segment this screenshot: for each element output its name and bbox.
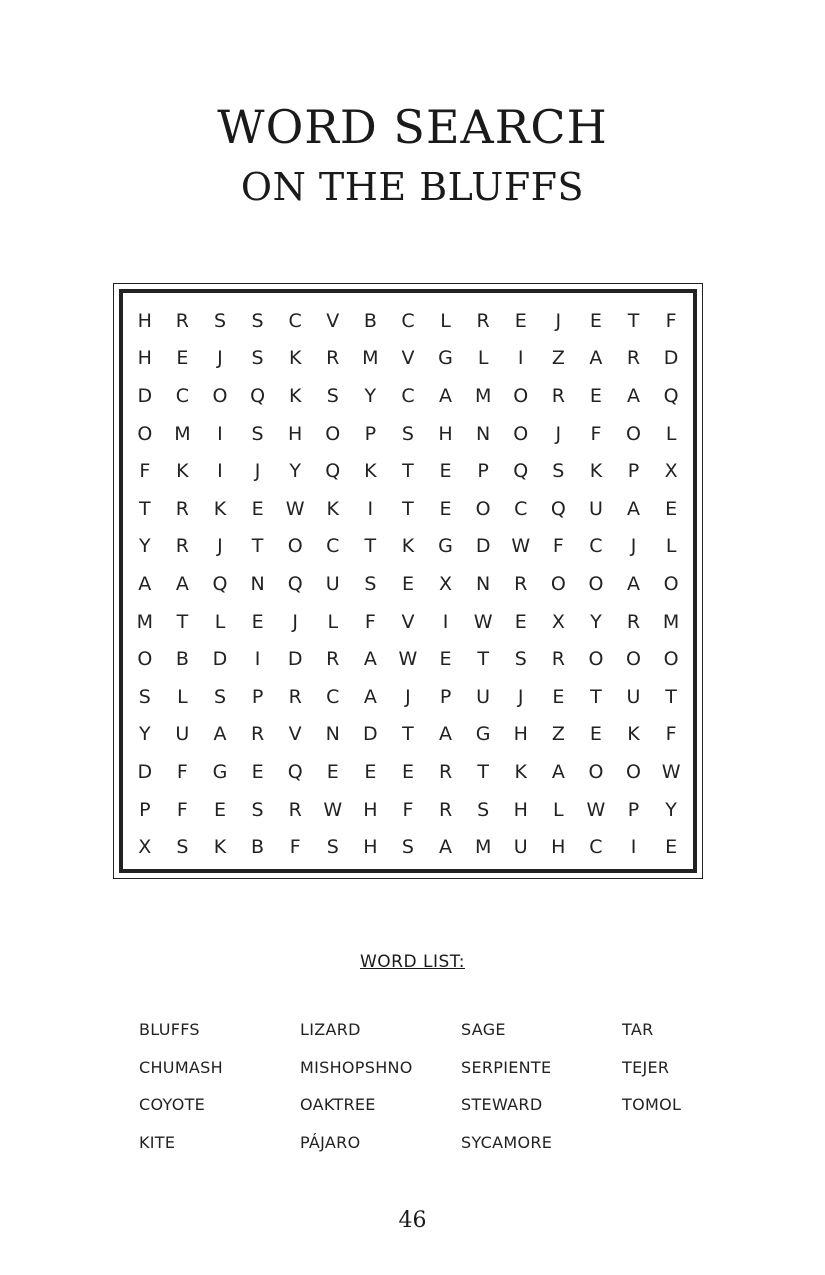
grid-letter[interactable]: I	[630, 836, 637, 859]
grid-letter[interactable]: A	[551, 760, 565, 783]
grid-letter[interactable]: O	[663, 648, 679, 671]
grid-letter[interactable]: O	[626, 760, 641, 783]
grid-letter[interactable]: O	[588, 760, 604, 783]
word-list-item: SYCAMORE	[461, 1132, 553, 1152]
grid-letter[interactable]: A	[175, 572, 189, 595]
grid-letter[interactable]: D	[363, 723, 378, 746]
grid-letter[interactable]: K	[213, 836, 227, 859]
grid-letter[interactable]: T	[138, 497, 151, 520]
grid-letter[interactable]: C	[326, 535, 340, 558]
grid-letter[interactable]: I	[254, 648, 261, 671]
grid-letter[interactable]: M	[362, 347, 379, 370]
grid-letter[interactable]: Z	[551, 347, 565, 370]
grid-letter[interactable]: E	[401, 572, 414, 595]
word-list-item: TEJER	[622, 1057, 670, 1077]
grid-letter[interactable]: J	[292, 610, 298, 633]
grid-letter[interactable]: R	[250, 723, 265, 746]
grid-letter[interactable]: Q	[250, 384, 266, 407]
grid-letter[interactable]: T	[627, 309, 640, 332]
grid-letter[interactable]: W	[398, 648, 418, 671]
word-list-item: SERPIENTE	[461, 1057, 552, 1077]
grid-letter[interactable]: K	[514, 760, 527, 783]
grid-letter[interactable]: C	[514, 497, 528, 520]
grid-letter[interactable]: K	[213, 497, 227, 520]
grid-letter[interactable]: O	[212, 384, 228, 407]
grid-letter[interactable]: D	[212, 648, 228, 671]
grid-letter[interactable]: A	[589, 347, 603, 370]
grid-letter[interactable]: M	[174, 422, 191, 445]
grid-letter[interactable]: K	[589, 460, 603, 483]
grid-letter[interactable]: W	[285, 497, 305, 520]
grid-letter[interactable]: O	[513, 384, 529, 407]
grid-letter[interactable]: L	[327, 610, 339, 633]
grid-letter[interactable]: W	[511, 535, 531, 558]
grid-letter[interactable]: T	[590, 685, 602, 708]
grid-letter[interactable]: A	[627, 384, 641, 407]
grid-letter[interactable]: W	[661, 760, 681, 783]
word-list-item: SAGE	[461, 1020, 506, 1039]
grid-letter[interactable]: A	[627, 572, 641, 595]
grid-letter[interactable]: N	[476, 422, 491, 445]
word-list	[139, 1020, 722, 1170]
grid-letter[interactable]: V	[401, 610, 415, 633]
grid-letter[interactable]: P	[251, 685, 264, 708]
grid-letter[interactable]: O	[626, 648, 641, 671]
grid-letter[interactable]: F	[665, 723, 677, 746]
grid-letter[interactable]: I	[442, 610, 449, 633]
grid-letter[interactable]: C	[288, 309, 302, 332]
grid-letter[interactable]: H	[513, 723, 528, 746]
grid-letter[interactable]: E	[401, 760, 414, 783]
grid-letter[interactable]: W	[473, 610, 493, 633]
grid-letter[interactable]: H	[438, 422, 453, 445]
grid-letter[interactable]: R	[438, 760, 453, 783]
grid-letter[interactable]: S	[401, 836, 414, 859]
grid-letter[interactable]: R	[551, 648, 565, 671]
grid-letter[interactable]: P	[139, 798, 151, 821]
grid-letter[interactable]: A	[627, 497, 641, 520]
grid-letter[interactable]: N	[250, 572, 265, 595]
grid-letter[interactable]: A	[439, 836, 453, 859]
grid-letter[interactable]: S	[176, 836, 189, 859]
grid-letter[interactable]: E	[326, 760, 339, 783]
grid-letter[interactable]: R	[175, 309, 189, 332]
grid-letter[interactable]: B	[175, 648, 189, 671]
grid-letter[interactable]: E	[589, 723, 602, 746]
grid-letter[interactable]: H	[363, 798, 378, 821]
grid-letter[interactable]: F	[176, 798, 188, 821]
grid-letter[interactable]: E	[439, 648, 452, 671]
grid-letter[interactable]: R	[476, 309, 490, 332]
grid-letter[interactable]: K	[364, 460, 377, 483]
grid-letter[interactable]: O	[325, 422, 341, 445]
grid-letter[interactable]: I	[367, 497, 374, 520]
grid-letter[interactable]: F	[552, 535, 564, 558]
grid-letter[interactable]: E	[251, 497, 264, 520]
grid-letter[interactable]: N	[476, 572, 491, 595]
grid-letter[interactable]: Q	[212, 572, 228, 595]
grid-letter[interactable]: E	[364, 760, 377, 783]
grid-letter[interactable]: L	[477, 347, 489, 370]
grid-letter[interactable]: D	[663, 347, 679, 370]
grid-letter[interactable]: S	[251, 798, 264, 821]
grid-letter[interactable]: O	[550, 572, 566, 595]
grid-letter[interactable]: W	[586, 798, 606, 821]
grid-letter[interactable]: S	[213, 309, 227, 332]
grid-letter[interactable]: P	[439, 685, 452, 708]
grid-letter[interactable]: I	[217, 460, 223, 483]
grid-letter[interactable]: L	[214, 610, 226, 633]
grid-letter[interactable]: G	[438, 347, 453, 370]
grid-letter[interactable]: S	[401, 422, 414, 445]
grid-letter[interactable]: G	[438, 535, 453, 558]
letter-grid	[126, 302, 690, 866]
grid-letter[interactable]: U	[175, 723, 190, 746]
word-list-item: OAKTREE	[300, 1095, 376, 1114]
grid-letter[interactable]: K	[401, 535, 415, 558]
grid-letter[interactable]: K	[627, 723, 640, 746]
grid-letter[interactable]: G	[212, 760, 228, 783]
grid-letter[interactable]: A	[439, 723, 453, 746]
grid-letter[interactable]: R	[288, 798, 302, 821]
grid-letter[interactable]: C	[401, 309, 415, 332]
grid-letter[interactable]: L	[440, 309, 451, 332]
grid-letter[interactable]: W	[323, 798, 343, 821]
page-number: 46	[398, 1208, 427, 1233]
grid-letter[interactable]: Q	[550, 497, 566, 520]
grid-letter[interactable]: Q	[513, 460, 529, 483]
grid-letter[interactable]: A	[363, 648, 377, 671]
grid-letter[interactable]: S	[514, 648, 527, 671]
grid-letter[interactable]: S	[251, 309, 264, 332]
grid-letter[interactable]: J	[517, 685, 524, 708]
grid-letter[interactable]: V	[326, 309, 340, 332]
grid-letter[interactable]: A	[363, 685, 377, 708]
grid-letter[interactable]: F	[402, 798, 414, 821]
grid-letter[interactable]: G	[475, 723, 491, 746]
grid-letter[interactable]: S	[477, 798, 490, 821]
grid-letter[interactable]: L	[177, 685, 188, 708]
grid-letter[interactable]: H	[137, 347, 152, 370]
grid-letter[interactable]: R	[626, 347, 641, 370]
grid-letter[interactable]: S	[364, 572, 377, 595]
grid-letter[interactable]: U	[513, 836, 528, 859]
grid-letter[interactable]: U	[588, 497, 603, 520]
grid-letter[interactable]: X	[551, 610, 565, 633]
grid-letter[interactable]: E	[665, 497, 678, 520]
grid-letter[interactable]: R	[514, 572, 528, 595]
grid-letter[interactable]: J	[217, 535, 223, 558]
grid-letter[interactable]: F	[665, 309, 677, 332]
grid-letter[interactable]: H	[288, 422, 303, 445]
grid-letter[interactable]: E	[589, 309, 602, 332]
grid-letter[interactable]: C	[589, 836, 603, 859]
grid-letter[interactable]: O	[663, 572, 679, 595]
grid-letter[interactable]: R	[175, 497, 189, 520]
grid-letter[interactable]: Y	[665, 798, 677, 821]
grid-letter[interactable]: A	[138, 572, 152, 595]
word-list-item: STEWARD	[461, 1095, 543, 1114]
grid-letter[interactable]: J	[405, 685, 411, 708]
grid-letter[interactable]: P	[627, 460, 640, 483]
grid-letter[interactable]: A	[439, 384, 453, 407]
grid-letter[interactable]: Y	[138, 535, 151, 558]
grid-letter[interactable]: O	[588, 572, 604, 595]
grid-letter[interactable]: R	[626, 610, 641, 633]
grid-letter[interactable]: B	[363, 309, 377, 332]
grid-letter[interactable]: C	[401, 384, 415, 407]
grid-letter[interactable]: O	[475, 497, 491, 520]
grid-letter[interactable]: J	[630, 535, 637, 558]
grid-letter[interactable]: L	[553, 798, 564, 821]
grid-letter[interactable]: P	[627, 798, 640, 821]
grid-letter[interactable]: X	[664, 460, 678, 483]
word-list-heading: WORD LIST:	[359, 952, 466, 972]
grid-letter[interactable]: X	[138, 836, 152, 859]
grid-letter[interactable]: Z	[551, 723, 565, 746]
word-list-item: CHUMASH	[139, 1057, 223, 1077]
grid-letter[interactable]: B	[251, 836, 265, 859]
grid-letter[interactable]: J	[217, 347, 223, 370]
grid-letter[interactable]: H	[137, 309, 152, 332]
grid-letter[interactable]: F	[139, 460, 151, 483]
grid-letter[interactable]: S	[213, 685, 227, 708]
grid-letter[interactable]: S	[138, 685, 151, 708]
grid-letter[interactable]: S	[326, 836, 339, 859]
grid-letter[interactable]: R	[288, 685, 302, 708]
grid-letter[interactable]: T	[477, 648, 489, 671]
grid-letter[interactable]: K	[288, 347, 302, 370]
grid-letter[interactable]: F	[364, 610, 376, 633]
grid-letter[interactable]: I	[217, 422, 223, 445]
grid-letter[interactable]: H	[513, 798, 528, 821]
grid-letter[interactable]: K	[176, 460, 189, 483]
grid-letter[interactable]: T	[477, 760, 489, 783]
grid-letter[interactable]: P	[477, 460, 489, 483]
grid-letter[interactable]: Y	[590, 610, 602, 633]
grid-letter[interactable]: O	[588, 648, 604, 671]
grid-letter[interactable]: E	[665, 836, 678, 859]
word-list-item: KITE	[139, 1132, 176, 1152]
grid-letter[interactable]: O	[137, 648, 153, 671]
grid-letter[interactable]: F	[590, 422, 602, 445]
grid-letter[interactable]: K	[288, 384, 302, 407]
grid-letter[interactable]: E	[176, 347, 189, 370]
word-list-item: COYOTE	[139, 1095, 206, 1114]
grid-letter[interactable]: K	[326, 497, 339, 520]
grid-letter[interactable]: Y	[138, 723, 151, 746]
grid-letter[interactable]: T	[665, 685, 677, 708]
grid-letter[interactable]: L	[665, 535, 677, 558]
grid-letter[interactable]: M	[662, 610, 680, 633]
grid-letter[interactable]: D	[475, 535, 491, 558]
page-subtitle: ON THE BLUFFS	[240, 165, 585, 209]
grid-letter[interactable]: Y	[289, 460, 301, 483]
grid-letter[interactable]: T	[402, 723, 414, 746]
grid-letter[interactable]: E	[439, 460, 452, 483]
grid-letter[interactable]: C	[326, 685, 340, 708]
word-list-item: TAR	[622, 1020, 654, 1039]
grid-letter[interactable]: S	[552, 460, 565, 483]
grid-letter[interactable]: P	[364, 422, 377, 445]
grid-letter[interactable]: A	[213, 723, 227, 746]
grid-letter[interactable]: R	[438, 798, 453, 821]
grid-letter[interactable]: O	[626, 422, 641, 445]
grid-letter[interactable]: S	[251, 347, 264, 370]
grid-letter[interactable]: Y	[364, 384, 377, 407]
grid-letter[interactable]: T	[364, 535, 377, 558]
grid-letter[interactable]: E	[589, 384, 602, 407]
grid-letter[interactable]: N	[325, 723, 340, 746]
grid-letter[interactable]: F	[289, 836, 301, 859]
grid-letter[interactable]: D	[137, 760, 153, 783]
grid-letter[interactable]: E	[514, 610, 527, 633]
word-list-item: TOMOL	[622, 1095, 682, 1114]
word-list-item: PÁJARO	[300, 1132, 361, 1152]
grid-letter[interactable]: M	[136, 610, 153, 633]
grid-letter[interactable]: H	[363, 836, 378, 859]
grid-letter[interactable]: E	[251, 760, 264, 783]
grid-letter[interactable]: Q	[325, 460, 341, 483]
grid-letter[interactable]: R	[326, 347, 340, 370]
grid-letter[interactable]: E	[552, 685, 565, 708]
grid-letter[interactable]: M	[474, 836, 492, 859]
grid-letter[interactable]: U	[626, 685, 641, 708]
grid-letter[interactable]: Q	[663, 384, 679, 407]
grid-letter[interactable]: R	[175, 535, 189, 558]
grid-letter[interactable]: Q	[287, 760, 303, 783]
grid-letter[interactable]: T	[402, 497, 414, 520]
grid-letter[interactable]: R	[326, 648, 340, 671]
grid-letter[interactable]: U	[325, 572, 340, 595]
grid-letter[interactable]: T	[251, 535, 264, 558]
grid-letter[interactable]: J	[555, 422, 562, 445]
grid-letter[interactable]: C	[589, 535, 603, 558]
grid-letter[interactable]: T	[176, 610, 189, 633]
grid-letter[interactable]: H	[551, 836, 566, 859]
grid-letter[interactable]: C	[175, 384, 190, 407]
grid-letter[interactable]: V	[288, 723, 302, 746]
grid-letter[interactable]: U	[476, 685, 491, 708]
grid-letter[interactable]: J	[254, 460, 261, 483]
grid-letter[interactable]: D	[137, 384, 153, 407]
page-title: WORD SEARCH	[217, 100, 608, 154]
grid-letter[interactable]: E	[213, 798, 226, 821]
grid-letter[interactable]: E	[514, 309, 527, 332]
grid-letter[interactable]: Q	[287, 572, 303, 595]
grid-letter[interactable]: E	[439, 497, 452, 520]
grid-letter[interactable]: T	[402, 460, 414, 483]
grid-letter[interactable]: S	[326, 384, 339, 407]
grid-letter[interactable]: D	[287, 648, 303, 671]
grid-letter[interactable]: R	[551, 384, 565, 407]
grid-letter[interactable]: S	[251, 422, 264, 445]
grid-letter[interactable]: V	[401, 347, 415, 370]
grid-letter[interactable]: O	[137, 422, 153, 445]
grid-letter[interactable]: O	[513, 422, 529, 445]
grid-letter[interactable]: L	[665, 422, 677, 445]
word-list-item: BLUFFS	[139, 1020, 200, 1039]
word-list-item: MISHOPSHNO	[300, 1057, 413, 1077]
word-list-item: LIZARD	[300, 1020, 361, 1039]
grid-letter[interactable]: I	[517, 347, 524, 370]
grid-letter[interactable]: X	[439, 572, 453, 595]
grid-letter[interactable]: O	[287, 535, 303, 558]
grid-letter[interactable]: E	[251, 610, 264, 633]
grid-letter[interactable]: M	[474, 384, 492, 407]
grid-letter[interactable]: J	[555, 309, 562, 332]
grid-letter[interactable]: F	[176, 760, 188, 783]
